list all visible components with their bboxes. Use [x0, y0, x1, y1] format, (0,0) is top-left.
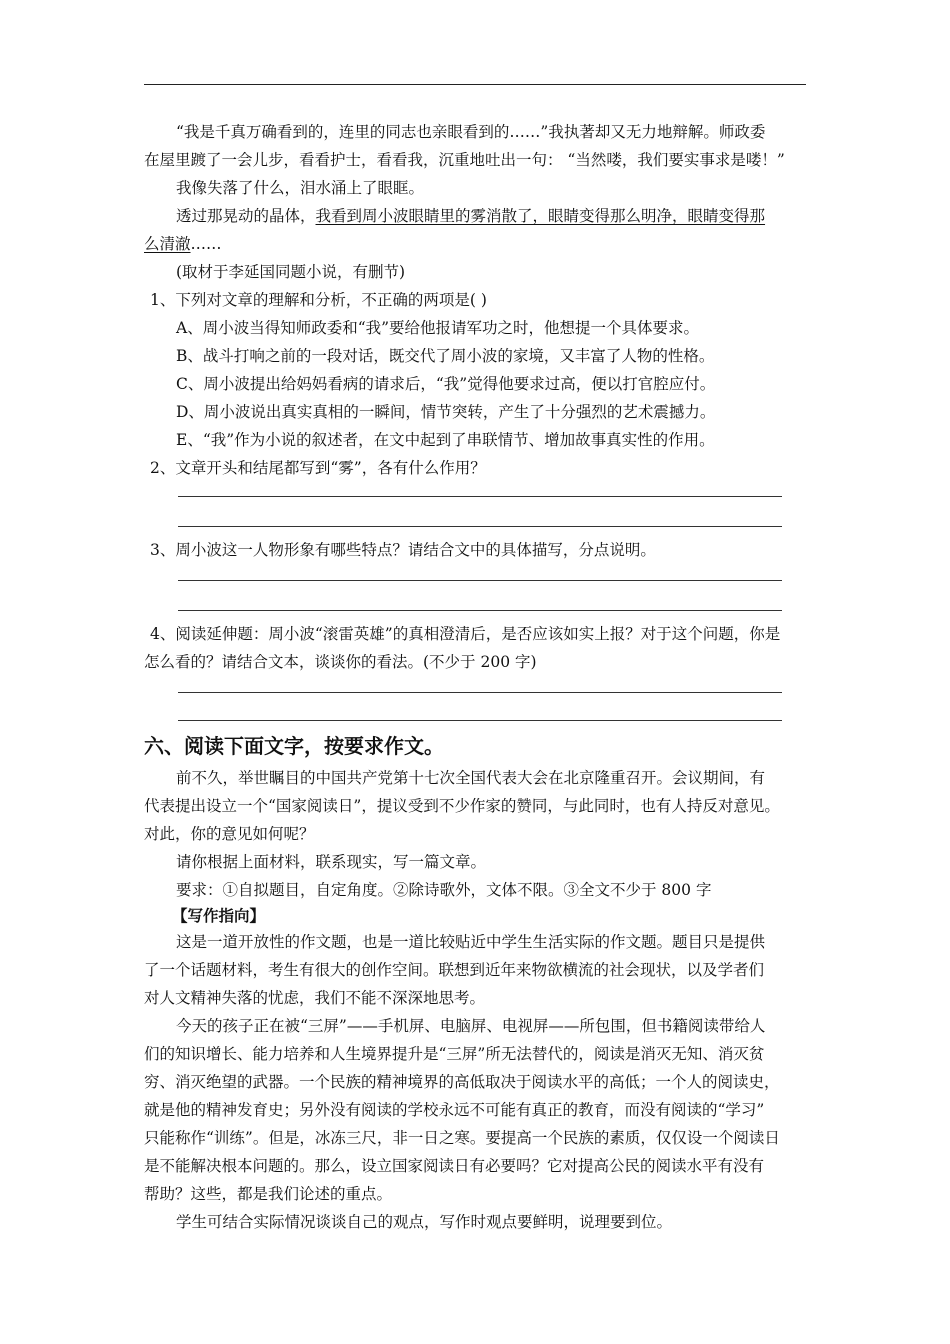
underlined-sentence: 么清澈: [144, 235, 191, 253]
passage-text: 透过那晃动的晶体，: [176, 207, 316, 225]
material-line: 对此，你的意见如何呢？: [144, 825, 315, 843]
material-line: 代表提出设立一个“国家阅读日”，提议受到不少作家的赞同，与此同时，也有人持反对意见。: [144, 797, 780, 815]
question-4-line: 怎么看的？请结合文本，谈谈你的看法。(不少于 200 字): [144, 653, 537, 671]
guide-line: 这是一道开放性的作文题，也是一道比较贴近中学生生活实际的作文题。题目只是提供: [176, 933, 766, 951]
source-note: (取材于李延国同题小说，有删节): [176, 263, 406, 281]
passage-paragraph-line: 在屋里踱了一会儿步，看看护士，看看我，沉重地吐出一句： “当然喽，我们要实事求是喽！”: [144, 151, 785, 169]
writing-task: 请你根据上面材料，联系现实，写一篇文章。: [176, 853, 487, 871]
underlined-sentence: 我看到周小波眼睛里的雾消散了，眼睛变得那么明净，眼睛变得那: [315, 207, 766, 225]
guide-line: 帮助？这些，都是我们论述的重点。: [144, 1185, 393, 1203]
question-1: 1、下列对文章的理解和分析，不正确的两项是( ): [150, 291, 487, 309]
answer-line[interactable]: [178, 526, 782, 527]
option-b: B、战斗打响之前的一段对话，既交代了周小波的家境，又丰富了人物的性格。: [176, 347, 715, 365]
option-e: E、“我”作为小说的叙述者，在文中起到了串联情节、增加故事真实性的作用。: [176, 431, 715, 449]
option-a: A、周小波当得知师政委和“我”要给他报请军功之时，他想提一个具体要求。: [176, 319, 700, 337]
passage-text: ……: [190, 235, 222, 253]
writing-requirements: 要求：①自拟题目，自定角度。②除诗歌外，文体不限。③全文不少于 800 字: [176, 881, 712, 899]
passage-paragraph-line: “我是千真万确看到的，连里的同志也亲眼看到的……”我执著却又无力地辩解。师政委: [176, 123, 766, 141]
guide-title: 【写作指向】: [172, 907, 266, 925]
header-rule: [144, 84, 806, 85]
option-d: D、周小波说出真实真相的一瞬间，情节突转，产生了十分强烈的艺术震撼力。: [176, 403, 716, 421]
section-heading: 六、阅读下面文字，按要求作文。: [144, 734, 444, 758]
passage-paragraph-line: [144, 230, 808, 258]
guide-line: 就是他的精神发育史；另外没有阅读的学校永远不可能有真正的教育，而没有阅读的“学习”: [144, 1101, 765, 1119]
guide-line: 了一个话题材料，考生有很大的创作空间。联想到近年来物欲横流的社会现状，以及学者们: [144, 961, 765, 979]
passage-paragraph-line: [144, 202, 840, 230]
question-2: 2、文章开头和结尾都写到“雾”，各有什么作用？: [150, 459, 486, 477]
guide-line: 们的知识增长、能力培养和人生境界提升是“三屏”所无法替代的，阅读是消灭无知、消灭贫: [144, 1045, 765, 1063]
question-3: 3、周小波这一人物形象有哪些特点？请结合文中的具体描写，分点说明。: [150, 541, 656, 559]
guide-line: 是不能解决根本问题的。那么，设立国家阅读日有必要吗？它对提高公民的阅读水平有没有: [144, 1157, 765, 1175]
material-line: 前不久，举世瞩目的中国共产党第十七次全国代表大会在北京隆重召开。会议期间，有: [176, 769, 766, 787]
answer-line[interactable]: [178, 692, 782, 693]
guide-line: 穷、消灭绝望的武器。一个民族的精神境界的高低取决于阅读水平的高低；一个人的阅读史，: [144, 1073, 780, 1091]
guide-line: 学生可结合实际情况谈谈自己的观点，写作时观点要鲜明，说理要到位。: [176, 1213, 673, 1231]
passage-paragraph: 我像失落了什么，泪水涌上了眼眶。: [176, 179, 425, 197]
answer-line[interactable]: [178, 720, 782, 721]
option-c: C、周小波提出给妈妈看病的请求后，“我”觉得他要求过高，便以打官腔应付。: [176, 375, 716, 393]
guide-line: 只能称作“训练”。但是，冰冻三尺，非一日之寒。要提高一个民族的素质，仅仅设一个阅读日: [144, 1129, 780, 1147]
guide-line: 今天的孩子正在被“三屏”——手机屏、电脑屏、电视屏——所包围，但书籍阅读带给人: [176, 1017, 766, 1035]
answer-line[interactable]: [178, 610, 782, 611]
answer-line[interactable]: [178, 496, 782, 497]
question-4-line: 4、阅读延伸题：周小波“滚雷英雄”的真相澄清后，是否应该如实上报？对于这个问题，你是: [150, 625, 781, 643]
answer-line[interactable]: [178, 580, 782, 581]
guide-line: 对人文精神失落的忧虑，我们不能不深深地思考。: [144, 989, 486, 1007]
